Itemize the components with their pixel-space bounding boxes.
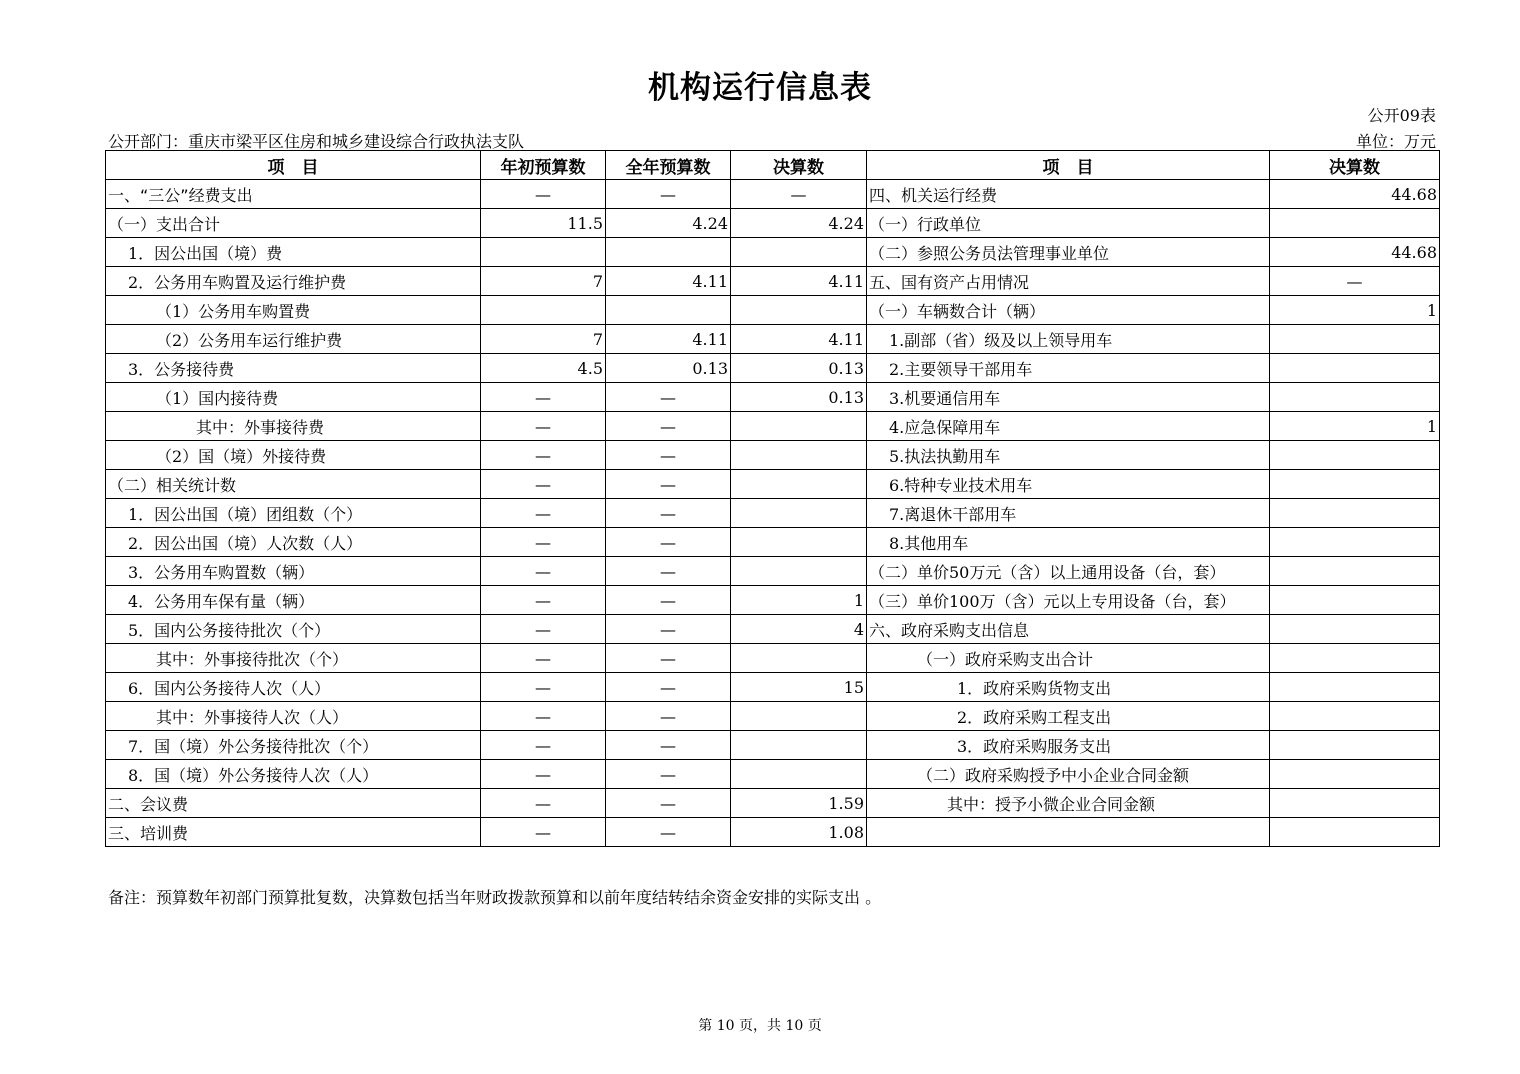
right-final-amount-cell xyxy=(1270,789,1440,818)
annual-budget-cell xyxy=(606,238,731,267)
table-row xyxy=(106,615,1440,644)
info-table xyxy=(105,150,1440,847)
left-item-label: 其中：外事接待人次（人） xyxy=(106,702,481,731)
left-item-label: 二、会议费 xyxy=(106,789,481,818)
right-final-amount-cell xyxy=(1270,760,1440,789)
right-item-label: （一）政府采购支出合计 xyxy=(867,644,1270,673)
table-row xyxy=(106,267,1440,296)
right-final-amount-cell xyxy=(1270,528,1440,557)
table-row xyxy=(106,412,1440,441)
table-row xyxy=(106,441,1440,470)
left-item-label: （2）国（境）外接待费 xyxy=(106,441,481,470)
right-item-label: （一）车辆数合计（辆） xyxy=(867,296,1270,325)
right-final-amount-cell xyxy=(1270,702,1440,731)
table-row xyxy=(106,470,1440,499)
right-final-amount-cell: 1 xyxy=(1270,296,1440,325)
final-amount-cell xyxy=(731,238,867,267)
right-final-amount-cell xyxy=(1270,354,1440,383)
right-item-label: （三）单价100万（含）元以上专用设备（台，套） xyxy=(867,586,1270,615)
annual-budget-cell: — xyxy=(606,702,731,731)
left-item-label: （1）国内接待费 xyxy=(106,383,481,412)
final-amount-cell xyxy=(731,557,867,586)
initial-budget-cell: — xyxy=(481,412,606,441)
right-item-label: 2.主要领导干部用车 xyxy=(867,354,1270,383)
right-item-label: 6.特种专业技术用车 xyxy=(867,470,1270,499)
right-item-label: （二）参照公务员法管理事业单位 xyxy=(867,238,1270,267)
final-amount-cell: — xyxy=(731,180,867,209)
initial-budget-cell: 7 xyxy=(481,267,606,296)
table-row xyxy=(106,325,1440,354)
right-final-amount-cell xyxy=(1270,586,1440,615)
form-number: 公开09表 xyxy=(1367,106,1436,125)
final-amount-cell: 1.59 xyxy=(731,789,867,818)
final-amount-cell: 15 xyxy=(731,673,867,702)
left-item-label: 1．因公出国（境）团组数（个） xyxy=(106,499,481,528)
annual-budget-cell: — xyxy=(606,615,731,644)
right-final-amount-cell xyxy=(1270,818,1440,847)
right-final-amount-cell xyxy=(1270,557,1440,586)
left-item-label: 7．国（境）外公务接待批次（个） xyxy=(106,731,481,760)
final-amount-cell xyxy=(731,702,867,731)
left-item-label: 2．因公出国（境）人次数（人） xyxy=(106,528,481,557)
left-item-label: 其中：外事接待费 xyxy=(106,412,481,441)
final-amount-cell xyxy=(731,528,867,557)
initial-budget-cell: — xyxy=(481,702,606,731)
right-item-label: （一）行政单位 xyxy=(867,209,1270,238)
left-item-label: 3．公务接待费 xyxy=(106,354,481,383)
final-amount-cell: 1.08 xyxy=(731,818,867,847)
header-final: 决算数 xyxy=(731,151,867,180)
annual-budget-cell: — xyxy=(606,731,731,760)
left-item-label: （1）公务用车购置费 xyxy=(106,296,481,325)
left-item-label: 8．国（境）外公务接待人次（人） xyxy=(106,760,481,789)
annual-budget-cell: — xyxy=(606,644,731,673)
header-annual-budget: 全年预算数 xyxy=(606,151,731,180)
right-final-amount-cell xyxy=(1270,325,1440,354)
left-item-label: 6．国内公务接待人次（人） xyxy=(106,673,481,702)
right-item-label: 其中：授予小微企业合同金额 xyxy=(867,789,1270,818)
initial-budget-cell: — xyxy=(481,470,606,499)
final-amount-cell xyxy=(731,441,867,470)
initial-budget-cell: — xyxy=(481,528,606,557)
initial-budget-cell: 11.5 xyxy=(481,209,606,238)
header-initial-budget: 年初预算数 xyxy=(481,151,606,180)
left-item-label: （一）支出合计 xyxy=(106,209,481,238)
final-amount-cell: 0.13 xyxy=(731,354,867,383)
table-header-row xyxy=(106,151,1440,180)
left-item-label: 3．公务用车购置数（辆） xyxy=(106,557,481,586)
right-final-amount-cell xyxy=(1270,673,1440,702)
final-amount-cell xyxy=(731,296,867,325)
right-final-amount-cell xyxy=(1270,441,1440,470)
right-item-label: 3．政府采购服务支出 xyxy=(867,731,1270,760)
table-row xyxy=(106,180,1440,209)
annual-budget-cell: — xyxy=(606,441,731,470)
annual-budget-cell: 4.24 xyxy=(606,209,731,238)
annual-budget-cell: — xyxy=(606,586,731,615)
left-item-label: 1．因公出国（境）费 xyxy=(106,238,481,267)
final-amount-cell: 1 xyxy=(731,586,867,615)
final-amount-cell: 4 xyxy=(731,615,867,644)
initial-budget-cell: — xyxy=(481,499,606,528)
final-amount-cell xyxy=(731,760,867,789)
annual-budget-cell: 4.11 xyxy=(606,325,731,354)
table-row xyxy=(106,818,1440,847)
initial-budget-cell: — xyxy=(481,615,606,644)
initial-budget-cell: — xyxy=(481,760,606,789)
right-final-amount-cell xyxy=(1270,499,1440,528)
table-row xyxy=(106,499,1440,528)
table-row xyxy=(106,702,1440,731)
table-row xyxy=(106,644,1440,673)
right-item-label: 六、政府采购支出信息 xyxy=(867,615,1270,644)
right-final-amount-cell xyxy=(1270,209,1440,238)
table-row xyxy=(106,760,1440,789)
final-amount-cell: 4.11 xyxy=(731,267,867,296)
initial-budget-cell xyxy=(481,296,606,325)
right-final-amount-cell: 44.68 xyxy=(1270,238,1440,267)
table-row xyxy=(106,354,1440,383)
initial-budget-cell: — xyxy=(481,586,606,615)
table-row xyxy=(106,789,1440,818)
page-title: 机构运行信息表 xyxy=(648,70,872,106)
annual-budget-cell: — xyxy=(606,760,731,789)
left-item-label: （2）公务用车运行维护费 xyxy=(106,325,481,354)
table-row xyxy=(106,673,1440,702)
right-item-label: 四、机关运行经费 xyxy=(867,180,1270,209)
initial-budget-cell: — xyxy=(481,383,606,412)
table-row xyxy=(106,238,1440,267)
annual-budget-cell: — xyxy=(606,528,731,557)
right-final-amount-cell xyxy=(1270,615,1440,644)
initial-budget-cell: — xyxy=(481,673,606,702)
table-row xyxy=(106,557,1440,586)
annual-budget-cell: — xyxy=(606,499,731,528)
initial-budget-cell: — xyxy=(481,789,606,818)
right-final-amount-cell xyxy=(1270,383,1440,412)
initial-budget-cell: — xyxy=(481,731,606,760)
final-amount-cell xyxy=(731,499,867,528)
initial-budget-cell: — xyxy=(481,644,606,673)
initial-budget-cell: — xyxy=(481,180,606,209)
right-item-label: （二）政府采购授予中小企业合同金额 xyxy=(867,760,1270,789)
initial-budget-cell: 4.5 xyxy=(481,354,606,383)
final-amount-cell: 4.11 xyxy=(731,325,867,354)
initial-budget-cell: 7 xyxy=(481,325,606,354)
right-final-amount-cell: 44.68 xyxy=(1270,180,1440,209)
annual-budget-cell: — xyxy=(606,412,731,441)
right-item-label: 4.应急保障用车 xyxy=(867,412,1270,441)
initial-budget-cell: — xyxy=(481,818,606,847)
initial-budget-cell: — xyxy=(481,441,606,470)
right-item-label: 2．政府采购工程支出 xyxy=(867,702,1270,731)
annual-budget-cell: 4.11 xyxy=(606,267,731,296)
right-item-label: 8.其他用车 xyxy=(867,528,1270,557)
left-item-label: （二）相关统计数 xyxy=(106,470,481,499)
table-body xyxy=(106,180,1440,847)
final-amount-cell xyxy=(731,644,867,673)
department-label: 公开部门：重庆市梁平区住房和城乡建设综合行政执法支队 xyxy=(108,132,525,151)
final-amount-cell xyxy=(731,731,867,760)
annual-budget-cell: 0.13 xyxy=(606,354,731,383)
unit-label: 单位：万元 xyxy=(1355,132,1436,151)
table-row xyxy=(106,296,1440,325)
final-amount-cell: 4.24 xyxy=(731,209,867,238)
header-item-right: 项 目 xyxy=(867,151,1270,180)
annual-budget-cell: — xyxy=(606,180,731,209)
table-row xyxy=(106,586,1440,615)
initial-budget-cell xyxy=(481,238,606,267)
annual-budget-cell xyxy=(606,296,731,325)
right-final-amount-cell xyxy=(1270,470,1440,499)
annual-budget-cell: — xyxy=(606,383,731,412)
right-item-label: 1．政府采购货物支出 xyxy=(867,673,1270,702)
left-item-label: 三、培训费 xyxy=(106,818,481,847)
right-final-amount-cell: 1 xyxy=(1270,412,1440,441)
annual-budget-cell: — xyxy=(606,673,731,702)
annual-budget-cell: — xyxy=(606,470,731,499)
final-amount-cell xyxy=(731,412,867,441)
table-row xyxy=(106,731,1440,760)
annual-budget-cell: — xyxy=(606,818,731,847)
right-item-label: 1.副部（省）级及以上领导用车 xyxy=(867,325,1270,354)
final-amount-cell xyxy=(731,470,867,499)
left-item-label: 其中：外事接待批次（个） xyxy=(106,644,481,673)
final-amount-cell: 0.13 xyxy=(731,383,867,412)
left-item-label: 5．国内公务接待批次（个） xyxy=(106,615,481,644)
right-final-amount-cell xyxy=(1270,731,1440,760)
right-item-label: 7.离退休干部用车 xyxy=(867,499,1270,528)
right-final-amount-cell: — xyxy=(1270,267,1440,296)
header-item: 项 目 xyxy=(106,151,481,180)
footnote: 备注：预算数年初部门预算批复数，决算数包括当年财政拨款预算和以前年度结转结余资金安排的实际支出 。 xyxy=(108,888,882,907)
initial-budget-cell: — xyxy=(481,557,606,586)
right-item-label: 五、国有资产占用情况 xyxy=(867,267,1270,296)
right-item-label: 3.机要通信用车 xyxy=(867,383,1270,412)
right-item-label xyxy=(867,818,1270,847)
left-item-label: 一、“三公”经费支出 xyxy=(106,180,481,209)
annual-budget-cell: — xyxy=(606,557,731,586)
table-row xyxy=(106,209,1440,238)
left-item-label: 4．公务用车保有量（辆） xyxy=(106,586,481,615)
right-item-label: 5.执法执勤用车 xyxy=(867,441,1270,470)
right-final-amount-cell xyxy=(1270,644,1440,673)
header-final-right: 决算数 xyxy=(1270,151,1440,180)
table-row xyxy=(106,383,1440,412)
left-item-label: 2．公务用车购置及运行维护费 xyxy=(106,267,481,296)
right-item-label: （二）单价50万元（含）以上通用设备（台，套） xyxy=(867,557,1270,586)
annual-budget-cell: — xyxy=(606,789,731,818)
table-row xyxy=(106,528,1440,557)
page-footer: 第 10 页，共 10 页 xyxy=(698,1018,822,1034)
